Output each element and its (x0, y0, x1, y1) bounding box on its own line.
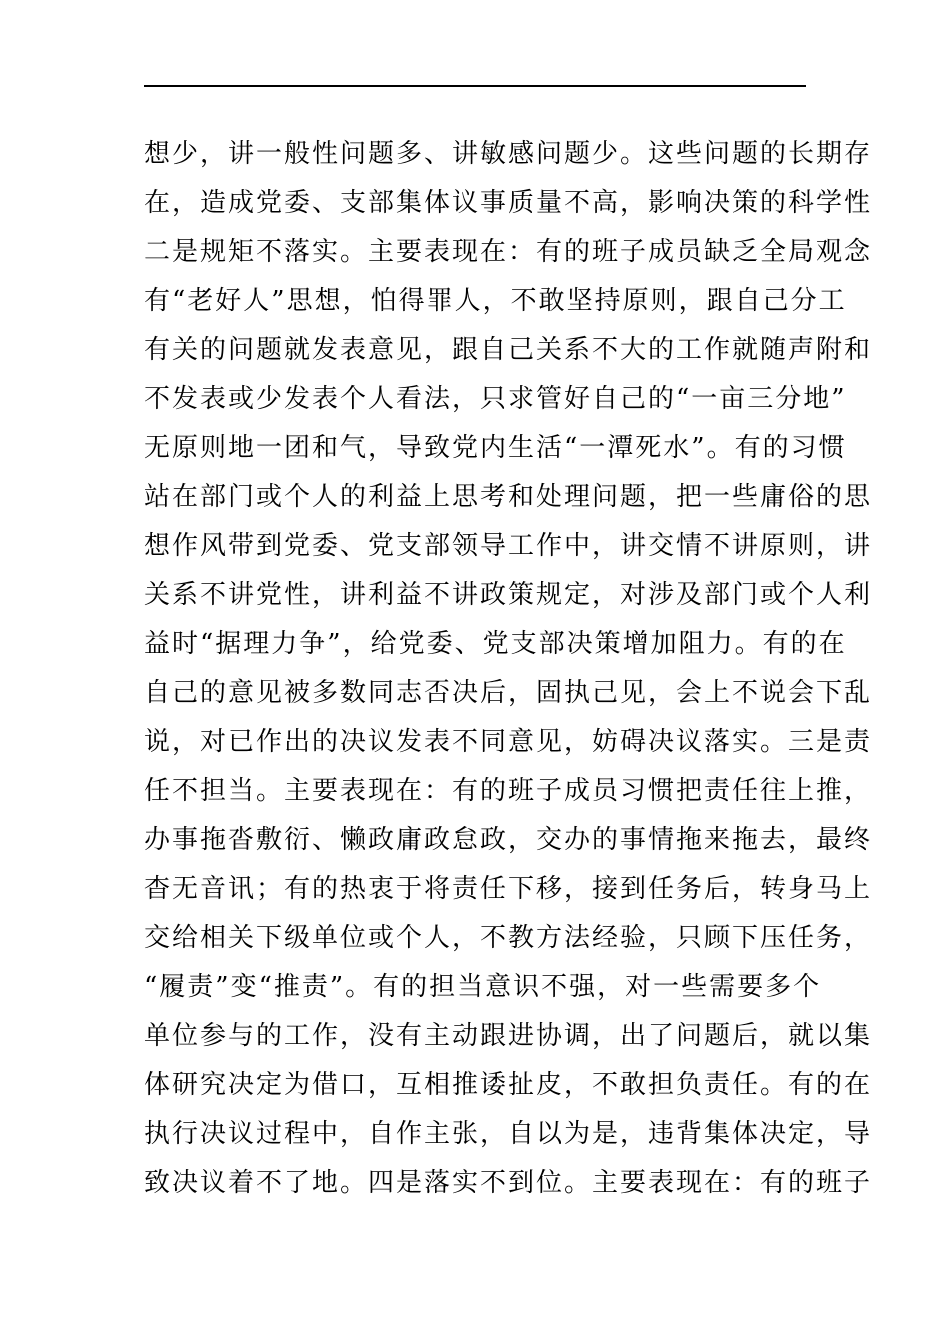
text-line: 自己的意见被多数同志否决后，固执己见，会上不说会下乱 (144, 678, 873, 708)
text-line: 说，对已作出的决议发表不同意见，妨碍决议落实。三是责 (144, 727, 873, 757)
text-line: 在，造成党委、支部集体议事质量不高，影响决策的科学性 (144, 188, 873, 218)
text-line: 致决议着不了地。四是落实不到位。主要表现在：有的班子 (144, 1168, 873, 1198)
text-line: 二是规矩不落实。主要表现在：有的班子成员缺乏全局观念 (144, 237, 873, 267)
text-line: 体研究决定为借口，互相推诿扯皮，不敢担负责任。有的在 (144, 1070, 873, 1100)
text-line: 单位参与的工作，没有主动跟进协调，出了问题后，就以集 (144, 1021, 873, 1051)
text-line: 执行决议过程中，自作主张，自以为是，违背集体决定，导 (144, 1119, 873, 1149)
text-line: 想少，讲一般性问题多、讲敏感问题少。这些问题的长期存 (144, 139, 873, 169)
text-line: 杳无音讯；有的热衷于将责任下移，接到任务后，转身马上 (144, 874, 873, 904)
text-line: 办事拖沓敷衍、懒政庸政怠政，交办的事情拖来拖去，最终 (144, 825, 873, 855)
text-line: 有关的问题就发表意见，跟自己关系不大的工作就随声附和 (144, 335, 873, 365)
text-line: 关系不讲党性，讲利益不讲政策规定，对涉及部门或个人利 (144, 580, 873, 610)
text-line: 有“老好人”思想，怕得罪人，不敢坚持原则，跟自己分工 (144, 286, 847, 316)
header-rule (144, 85, 806, 87)
text-line: “履责”变“推责”。有的担当意识不强，对一些需要多个 (144, 972, 822, 1002)
text-line: 任不担当。主要表现在：有的班子成员习惯把责任往上推， (144, 776, 873, 806)
text-line: 益时“据理力争”，给党委、党支部决策增加阻力。有的在 (144, 629, 847, 659)
text-line: 交给相关下级单位或个人，不教方法经验，只顾下压任务， (144, 923, 873, 953)
text-line: 不发表或少发表个人看法，只求管好自己的“一亩三分地” (144, 384, 847, 414)
body-text (144, 130, 873, 1208)
text-line: 无原则地一团和气，导致党内生活“一潭死水”。有的习惯 (144, 433, 847, 463)
text-line: 站在部门或个人的利益上思考和处理问题，把一些庸俗的思 (144, 482, 873, 512)
text-line: 想作风带到党委、党支部领导工作中，讲交情不讲原则，讲 (144, 531, 873, 561)
